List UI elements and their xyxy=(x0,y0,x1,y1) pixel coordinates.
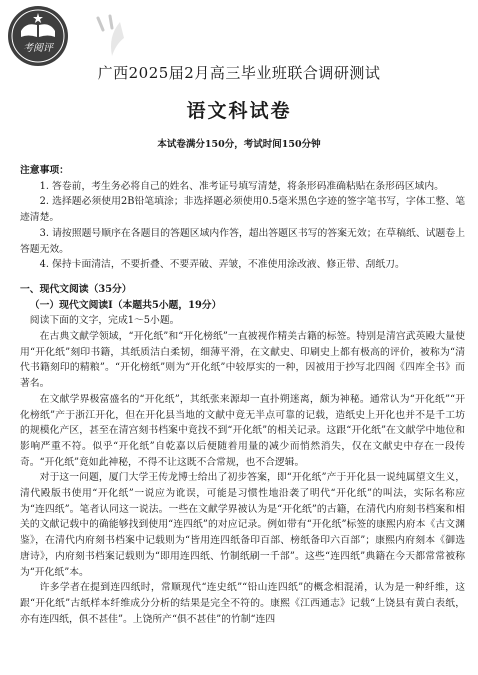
note-item: 4. 保持卡面清洁，不要折叠、不要弄破、弄皱，不准使用涂改液、修正带、刮纸刀。 xyxy=(39,259,405,271)
passage-paragraph: 在古典文献学领域，“开化纸”和“开化榜纸”一直被视作精美古籍的标签。特别是清宫武英殿大量使用“开化纸”刻印书籍，其纸质洁白柔韧，细薄平滑，在文献史、印刷史上都有极高的评价，被称为“清代书籍刻印的精粮”。“开化榜纸”则为“开化纸”中较厚实的一种，因被用于抄写北四阁《四库全书》而著名。 xyxy=(20,331,465,390)
passage-paragraph: 在文献学界极富盛名的“开化纸”，其纸张来源却一直扑朔迷离，颇为神秘。通常认为“开化纸”“开化榜纸”产于浙江开化，但在开化县当地的文献中竟无半点可靠的记载，造纸史上开化也并不是千工坊的规模化产区，甚至在清宫刻书档案中竟找不到“开化纸”的相关记录。这跟“开化纸”在文献学中地位和影响严重不符。似乎“开化纸”自乾嘉以后便随着用量的减少而悄然消失，仅在文献史中存在一段传奇。“开化纸”竟如此神秘，不得不让这既不合常规，也不合逻辑。 xyxy=(20,393,465,468)
passage-paragraph: 许多学者在提到连四纸时，常顺现代“连史纸”“铅山连四纸”的概念相混淆，认为是一种纤维，这跟“开化纸”古纸样本纤维成分分析的结果是完全不符的。康熙《江西通志》记载“上饶县有黄白表纸，亦有连四纸，俱不甚佳”。上饶所产“俱不甚佳”的竹制“连四 xyxy=(20,582,465,625)
logo-text: 考阅评 xyxy=(23,43,53,54)
exam-info: 本试卷满分150分，考试时间150分钟 xyxy=(157,139,321,150)
note-item: 3. 请按照题号顺序在各题目的答题区域内作答，超出答题区书写的答案无效；在草稿纸、试题卷上答题无效。 xyxy=(20,227,465,255)
notes-heading: 注意事项： xyxy=(20,165,69,176)
exam-title: 广西2025届2月高三毕业班联合调研测试 xyxy=(97,64,381,82)
section-instruction: 阅读下面的文字，完成1～5小题。 xyxy=(29,315,180,327)
section-subheading: （一）现代文阅读Ⅰ（本题共5小题，19分） xyxy=(29,299,222,311)
note-item: 2. 选择题必须使用2B铅笔填涂；非选择题必须使用0.5毫米黑色字迹的签字笔书写，字体工整、笔迹清楚。 xyxy=(20,196,465,224)
document-body xyxy=(20,163,465,627)
watermark-mark xyxy=(90,14,130,62)
passage-paragraph: 对于这一问题，厦门大学王传龙博士给出了初步答案，即“开化纸”产于开化县一说纯属望文生义，清代殿版书使用“开化纸”一说应为讹误，可能是习惯性地沿袭了明代“开化纸”的叫法，实际名称应为“连四纸”。笔者认同这一说法。一些在文献学界被认为是“开化纸”的古籍，在清代内府刻书档案和相关的文献记载中的确能够找到使用“连四纸”的对应记录。例如带有“开化纸”标签的康熙内府本《古文渊鉴》，在清代内府刻书档案中记载则为“皆用连四纸备印百部、榜纸备印六百部”；康熙内府刻本《御选唐诗》，内府刻书档案记载则为“即用连四纸、竹制纸刷一千部”。这些“连四纸”典籍在今天都常常被称为“开化纸”本。 xyxy=(20,472,465,578)
subject-title: 语文科试卷 xyxy=(186,100,292,122)
logo-emblem xyxy=(6,4,70,68)
note-item: 1. 答卷前，考生务必将自己的姓名、准考证号填写清楚，将条形码准确粘贴在条形码区域内。 xyxy=(39,180,444,192)
section-heading: 一、现代文阅读（35分） xyxy=(20,283,132,295)
